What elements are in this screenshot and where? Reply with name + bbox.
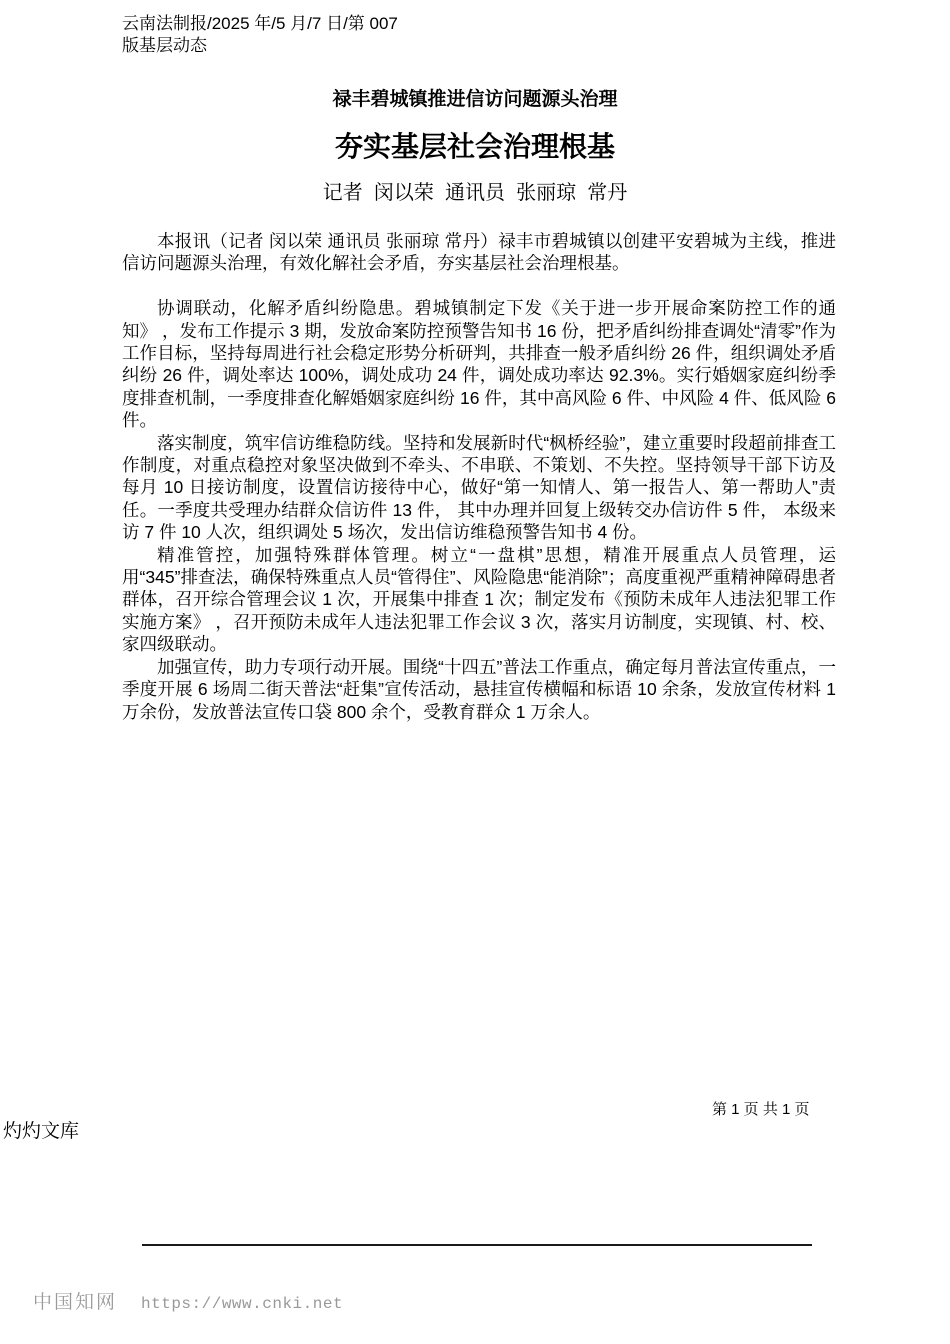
article-paragraph: 落实制度，筑牢信访维稳防线。坚持和发展新时代“枫桥经验”，建立重要时段超前排查工作制度，对重点稳控对象坚决做到不牵头、不串联、不策划、不失控。坚持领导干部下访及每月 10 日接访制度，设置信访接待中心，做好“第一知情人、第一报告人、第一帮助人”责任。一季度共受理办结群众信访件 13 件， 其中办理并回复上级转交办信访件 5 件， 本级来访 7 件 10 人次，组织调处 5 场次，发出信访维稳预警告知书 4 份。 xyxy=(122,432,836,543)
footer-divider xyxy=(142,1244,812,1246)
library-label: 灼灼文库 xyxy=(3,1121,80,1142)
article-paragraph: 本报讯（记者 闵以荣 通讯员 张丽琼 常丹）禄丰市碧城镇以创建平安碧城为主线，推进信访问题源头治理，有效化解社会矛盾，夯实基层社会治理根基。 xyxy=(122,231,836,274)
page-indicator: 第 1 页 共 1 页 xyxy=(712,1101,810,1118)
article-paragraph: 协调联动，化解矛盾纠纷隐患。碧城镇制定下发《关于进一步开展命案防控工作的通知》 ，发布工作提示 3 期，发放命案防控预警告知书 16 份，把矛盾纠纷排查调处“清零”作为工作目标，坚持每周进行社会稳定形势分析研判，共排查一般矛盾纠纷 26 件，组织调处矛盾纠纷 26 件，调处率达 100%，调处成功 24 件，调处成功率达 92.3%。实行婚姻家庭纠纷季度排查机制，一季度排查化解婚姻家庭纠纷 16 件，其中高风险 6 件、中风险 4 件、低风险 6 件。 xyxy=(122,298,841,431)
article-byline: 记者 闵以荣 通讯员 张丽琼 常丹 xyxy=(322,182,628,204)
article-kicker: 禄丰碧城镇推进信访问题源头治理 xyxy=(332,89,618,110)
source-line-1: 云南法制报/2025 年/5 月/7 日/第 007 xyxy=(122,14,398,33)
article-paragraph: 加强宣传，助力专项行动开展。围绕“十四五”普法工作重点，确定每月普法宣传重点，一季度开展 6 场周二街天普法“赶集”宣传活动，悬挂宣传横幅和标语 10 余条，发放宣传材料 1 万余份，发放普法宣传口袋 800 余个，受教育群众 1 万余人。 xyxy=(122,656,841,722)
article-body xyxy=(122,230,841,723)
cnki-watermark xyxy=(33,1287,343,1314)
cnki-brand-label: 中国知网 xyxy=(33,1292,118,1313)
article-paragraph: 精准管控，加强特殊群体管理。树立“一盘棋”思想，精准开展重点人员管理，运用“345”排查法，确保特殊重点人员“管得住”、风险隐患“能消除”；高度重视严重精神障碍患者群体，召开综合管理会议 1 次，开展集中排查 1 次；制定发布《预防未成年人违法犯罪工作实施方案》 ，召开预防未成年人违法犯罪工作会议 3 次，落实月访制度，实现镇、村、校、家四级联动。 xyxy=(122,544,836,655)
article-title: 夯实基层社会治理根基 xyxy=(334,131,615,162)
source-header xyxy=(122,13,722,57)
source-line-2: 版基层动态 xyxy=(122,36,207,55)
cnki-url-text: https://www.cnki.net xyxy=(141,1295,344,1313)
